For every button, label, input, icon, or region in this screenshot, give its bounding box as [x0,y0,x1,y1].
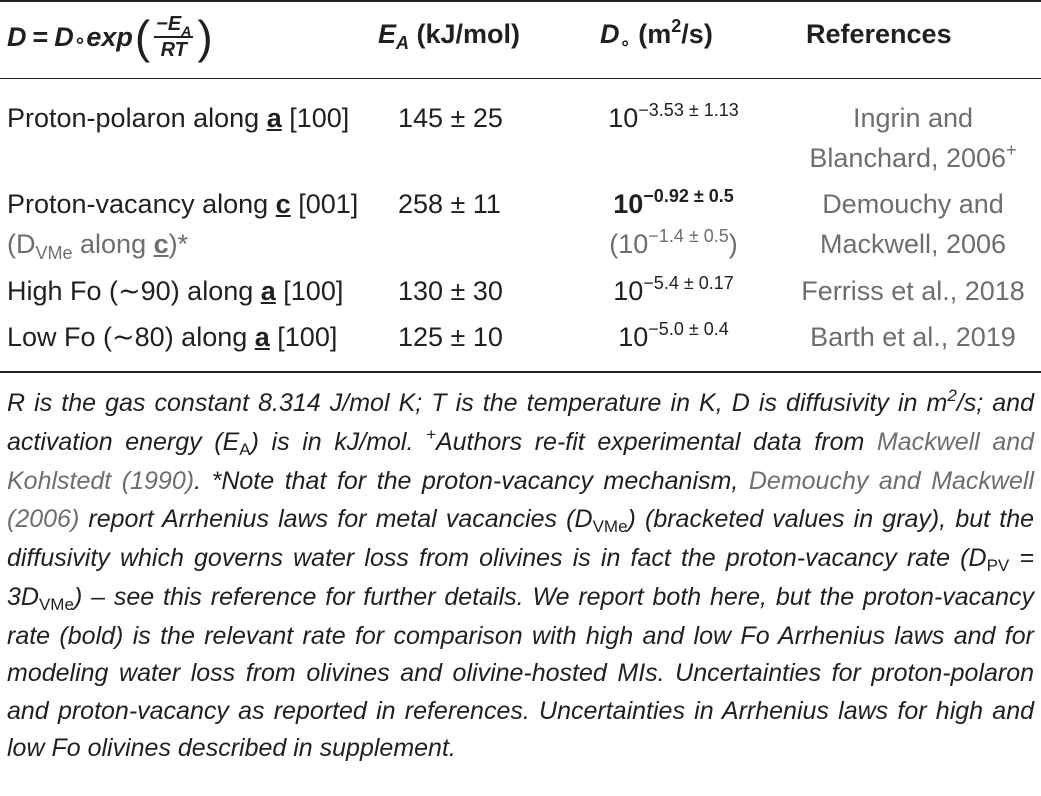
table-top-rule [0,0,1041,2]
header-ea: $E_A$ (kJ/mol) [378,19,521,53]
formula-exp: exp [86,21,133,52]
table-row-mechanism: Low Fo (∼80) along a [100] [7,322,338,352]
table-row-mechanism: Proton-polaron along a [100] [7,103,350,133]
table-row-reference: Demouchy and Mackwell, 2006 [819,189,1007,259]
table-row-submechanism: ($D_{VMe}$ along c)* [7,229,189,263]
formula-equals: = [32,21,49,52]
table-footnote: R is the gas constant 8.314 J/mol K; T is the temperature in K, D is diffusivity in $m^2/s$; and activation energy $(E_A)$ is in kJ/mol. +Authors re-fit experimental data from Mackwell and Kohlstedt (1990). *Note that for the proton-vacancy mechanism, Demouchy and Mackwell (2006) report Arrhenius laws for metal vacancies $(D_{VMe})$ (bracketed values in gray), but the diffusivity which governs water loss from olivines is in fact the proton-vacancy rate $(D_{PV} = 3D_{VMe})$ – see this reference for further details. We report both here, but the proton-vacancy rate (bold) is the relevant rate for comparison with high and low Fo Arrhenius laws and for modeling water loss from olivines and olivine-hosted MIs. Uncertainties for proton-polaron and proton-vacancy as reported in references. Uncertainties in Arrhenius laws for high and low Fo olivines described in supplement. [7,386,1035,762]
formula-d: D [7,21,27,52]
table-row-ea: 258 ± 11 [398,189,501,219]
table-row-ea: 130 ± 30 [398,276,503,306]
table-row-d0: $10^{-0.92 \pm 0.5}$ [613,186,734,219]
formula-right-paren: ) [197,10,213,63]
formula-denominator: RT [160,39,187,61]
table-header-rule [0,78,1041,79]
table-row-reference: Ferriss et al., 2018 [801,276,1025,306]
table-row-ea: 145 ± 25 [398,103,503,133]
table-row-mechanism: Proton-vacancy along c [001] [7,189,359,219]
table-row-reference: Barth et al., 2019 [810,322,1016,352]
formula-d0: D [54,21,74,52]
formula-fraction [154,14,193,60]
formula-left-paren: ( [134,10,151,63]
table-row-d0: $10^{-5.0 \pm 0.4}$ [618,319,729,352]
table-row-mechanism: High Fo (∼90) along a [100] [7,276,344,306]
reference-link-demouchy-mackwell[interactable]: Demouchy and Mackwell (2006) [7,467,1034,533]
table-row-d0: $10^{-5.4 \pm 0.17}$ [613,273,734,306]
header-d0: $D_\circ$ $(m^2/s)$ [600,16,713,53]
formula-numerator: $-E_A$ [156,13,192,39]
table-bottom-rule [0,371,1041,373]
table-row-ea: 125 ± 10 [398,322,503,352]
table-row-d0-bracketed: $(10^{-1.4 \pm 0.5})$ [609,226,738,259]
reference-link-mackwell-kohlstedt[interactable]: Mackwell and Kohlstedt (1990) [7,428,1035,496]
header-formula [7,10,215,63]
header-references: References [806,19,952,49]
table-row-reference: Ingrin and Blanchard, 2006+ [809,103,1017,173]
formula-d0-sub: ∘ [73,30,87,52]
table-row-d0: $10^{-3.53 \pm 1.13}$ [608,100,739,133]
